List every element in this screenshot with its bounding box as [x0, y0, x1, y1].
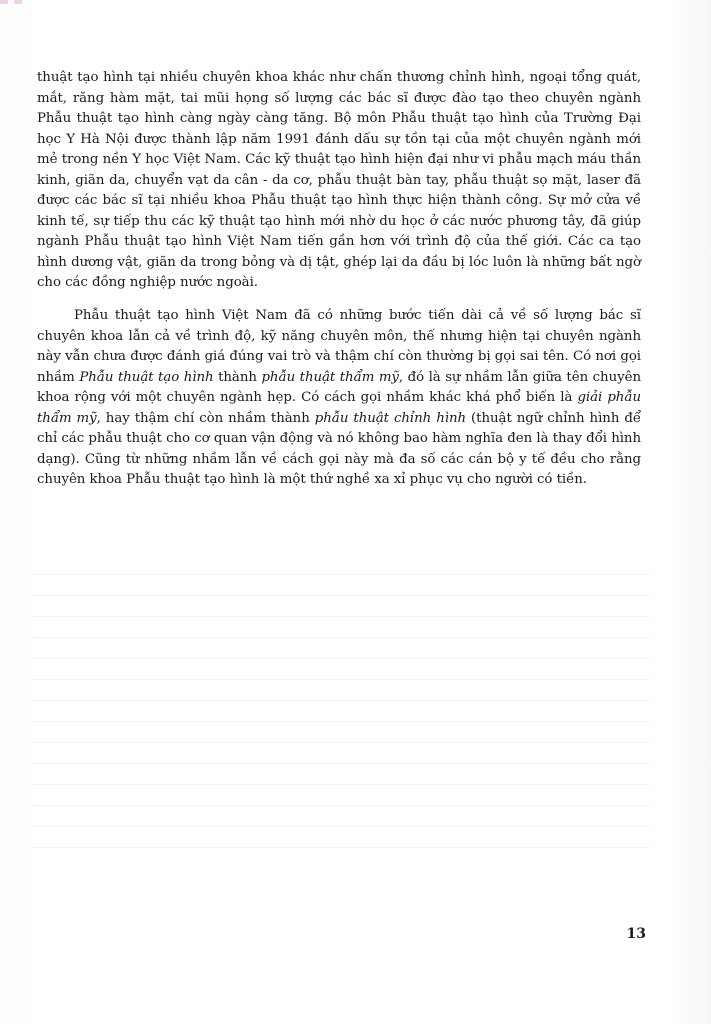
italic-term: phẫu thuật chỉnh hình [314, 410, 467, 426]
text-run: , đó là sự nhầm lẫn giữa tên chuyên khoa rộng với một chuyên ngành hẹp. Có cách gọi nhầm khác khá phổ biến là [37, 369, 641, 406]
text-run: Phẫu thuật tạo hình Việt Nam đã có những bước tiến dài cả về số lượng bác sĩ chuyên khoa lẫn cả về trình độ, kỹ năng chuyên môn, thế nhưng hiện tại chuyên ngành này vẫn chưa được đánh giá đúng vai trò và thậm chí còn thường bị gọi sai tên. Có nơi gọi nhầm [37, 308, 641, 385]
text-run: (thuật ngữ chỉnh hình để chỉ các phẫu thuật cho cơ quan vận động và nó không bao hàm nghĩa đen là thay đổi hình dạng). Cũng từ những nhầm lẫn về cách gọi này mà đa số các cán bộ y tế đều cho rằng chuyên khoa Phẫu thuật tạo hình là một thứ nghề xa xỉ phục vụ cho người có tiền. [37, 410, 641, 488]
italic-term: Phẫu thuật tạo hình [79, 369, 214, 385]
italic-term: giải phẫu thẩm mỹ [37, 390, 641, 426]
scan-corner-mark [0, 0, 38, 4]
bleed-through-texture [30, 560, 650, 860]
text-run: thành [213, 369, 262, 385]
body-text [37, 68, 641, 503]
italic-term: phẫu thuật thẩm mỹ [261, 369, 399, 385]
paragraph-1: thuật tạo hình tại nhiều chuyên khoa khác như chấn thương chỉnh hình, ngoại tổng quát, mắt, răng hàm mặt, tai mũi họng số lượng các bác sĩ được đào tạo theo chuyên ngành Phẫu thuật tạo hình càng ngày càng tăng. Bộ môn Phẫu thuật tạo hình của Trường Đại học Y Hà Nội được thành lập năm 1991 đánh dấu sự tồn tại của một chuyên ngành mới mẻ trong nền Y học Việt Nam. Các kỹ thuật tạo hình hiện đại như vi phẫu mạch máu thần kinh, giãn da, chuyển vạt da cân - da cơ, phẫu thuật bàn tay, phẫu thuật sọ mặt, laser đã được các bác sĩ tại nhiều khoa Phẫu thuật tạo hình thực hiện thành công. Sự mở cửa về kinh tế, sự tiếp thu các kỹ thuật tạo hình mới nhờ du học ở các nước phương tây, đã giúp ngành Phẫu thuật tạo hình Việt Nam tiến gần hơn với trình độ của thế giới. Các ca tạo hình dương vật, giãn da trong bỏng và dị tật, ghép lại da đầu bị lóc luôn là những bất ngờ cho các đồng nghiệp nước ngoài. [37, 70, 641, 291]
text-run: , hay thậm chí còn nhầm thành [96, 410, 315, 426]
page-number: 13 [626, 926, 646, 942]
paragraph-2 [37, 306, 641, 491]
